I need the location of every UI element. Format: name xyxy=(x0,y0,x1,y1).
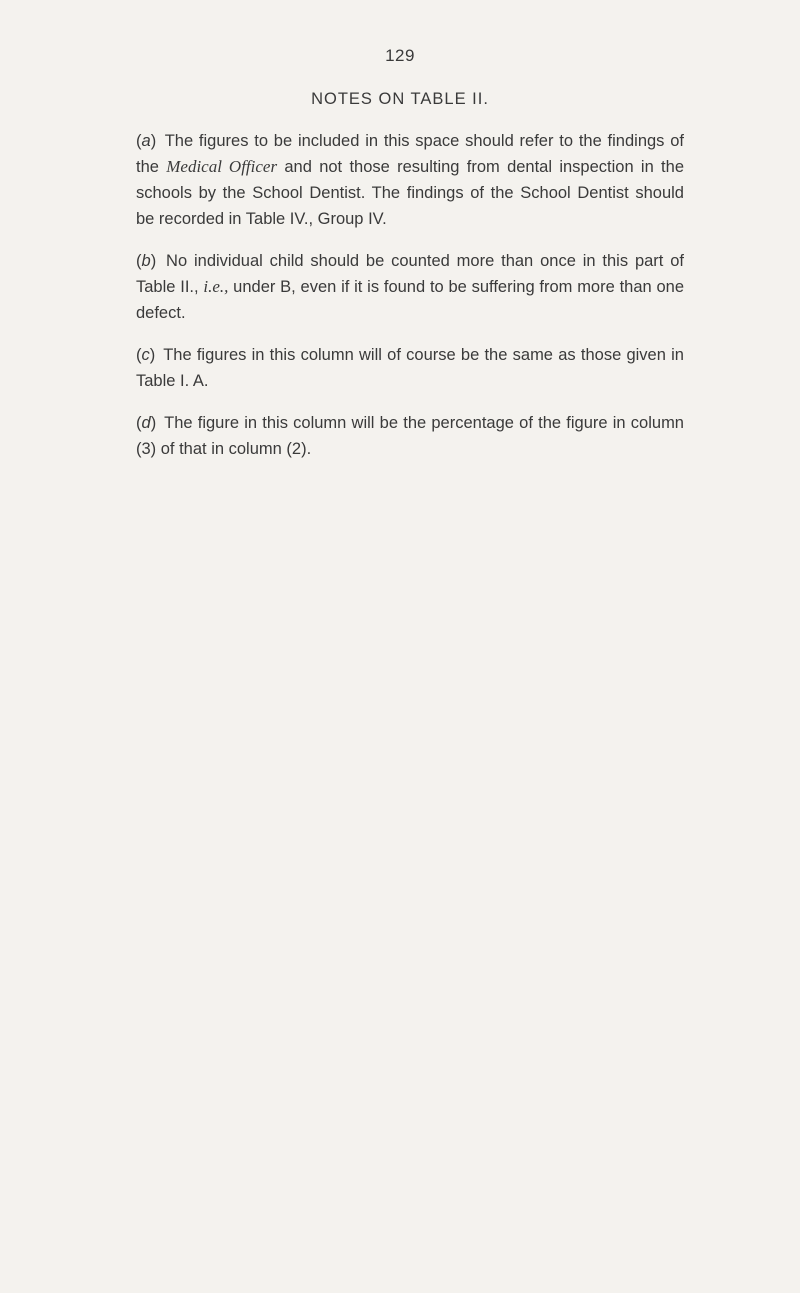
note-label: (b) xyxy=(136,252,157,270)
note-text: under B, even if it is found to be suffering from more than one defect. xyxy=(136,278,684,322)
note-text: and not those resulting from dental inspection in the schools by the School Dentist. The findings of the School Dentist should be recorded in Table IV., Group IV. xyxy=(136,158,684,228)
note-letter: a xyxy=(141,132,151,150)
note-text: The figures to be included in this space should refer to the findings of the xyxy=(136,132,684,176)
note-text: The figure in this column will be the percentage of the figure in column (3) of that in column (2). xyxy=(136,414,684,458)
note-text: No individual child should be counted more than once in this part of Table II., xyxy=(136,252,684,296)
notes-list xyxy=(136,128,684,478)
note-label: (d) xyxy=(136,414,157,432)
note-b xyxy=(136,248,684,326)
note-italic-text: Medical Officer xyxy=(166,157,278,176)
page-title: NOTES ON TABLE II. xyxy=(311,90,489,108)
note-label: (c) xyxy=(136,346,156,364)
note-a xyxy=(136,128,684,232)
note-label: (a) xyxy=(136,132,157,150)
note-d xyxy=(136,410,684,462)
note-letter: b xyxy=(141,252,151,270)
note-letter: d xyxy=(141,414,151,432)
note-c xyxy=(136,342,684,394)
note-letter: c xyxy=(141,346,150,364)
note-text: The figures in this column will of course be the same as those given in Table I. A. xyxy=(136,346,684,390)
page-number: 129 xyxy=(385,46,415,65)
note-italic-text: i.e., xyxy=(203,277,229,296)
